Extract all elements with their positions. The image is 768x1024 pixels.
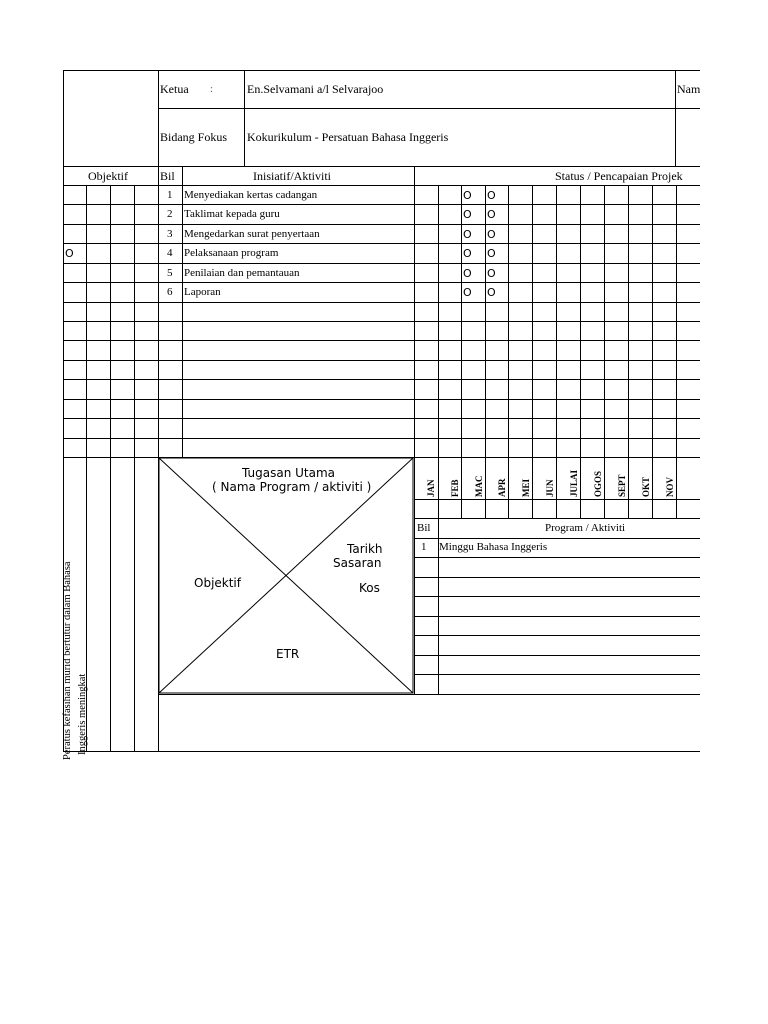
status-mark: O [463, 228, 472, 241]
program-row-line [414, 557, 700, 558]
program-row-line [414, 616, 700, 617]
obj-col-3 [134, 185, 135, 751]
divider-header-label [244, 70, 245, 166]
diagram-right-label-1: Tarikh [347, 542, 383, 556]
program-row-bil: 1 [421, 541, 427, 553]
row-line-3 [63, 243, 700, 244]
month-label: JULAI [569, 469, 579, 497]
obj-col-2 [110, 185, 111, 751]
m-col-7 [580, 185, 581, 518]
status-mark: O [487, 228, 496, 241]
month-label: SEPT [617, 474, 627, 497]
activity-bil: 1 [167, 189, 173, 201]
col-inisiatif: Inisiatif/Aktiviti [253, 169, 331, 183]
activity-text: Laporan [184, 286, 221, 298]
month-label: NOV [665, 477, 675, 497]
status-mark: O [487, 267, 496, 280]
ketua-value: En.Selvamani a/l Selvarajoo [247, 82, 384, 96]
program-col-bil: Bil [417, 522, 431, 534]
objective-mark: O [65, 247, 74, 260]
m-col-9 [628, 185, 629, 518]
diagram-bottom-label: ETR [276, 647, 300, 661]
ketua-colon: : [210, 83, 214, 95]
activity-bil: 5 [167, 267, 173, 279]
activity-bil: 3 [167, 228, 173, 240]
row-line-13 [63, 438, 700, 439]
month-label: JAN [426, 479, 436, 497]
program-col-header: Program / Aktiviti [545, 522, 626, 534]
row-line-2 [63, 224, 700, 225]
diagram-right-label-3: Kos [359, 581, 380, 595]
row-line-4 [63, 263, 700, 264]
month-label: JUN [545, 479, 555, 497]
status-mark: O [463, 208, 472, 221]
col-objektif: Objektif [88, 169, 128, 183]
row-line-1 [63, 204, 700, 205]
status-mark: O [463, 286, 472, 299]
row-line-8 [63, 340, 700, 341]
program-row-line [414, 596, 700, 597]
m-col-10 [652, 185, 653, 518]
row-line-11 [63, 399, 700, 400]
month-label: MEI [521, 479, 531, 497]
activity-bil: 4 [167, 247, 173, 259]
status-mark: O [487, 189, 496, 202]
m-col-11 [676, 185, 677, 518]
m-col-8 [604, 185, 605, 518]
activity-bil: 2 [167, 208, 173, 220]
program-row-line [414, 635, 700, 636]
status-mark: O [487, 247, 496, 260]
diagram-right-label-2: Sasaran [333, 556, 382, 570]
diagram-left-label: Objektif [194, 576, 241, 590]
month-label: MAC [474, 475, 484, 497]
nama-label: Nam [677, 82, 701, 96]
divider-inisiatif-status [414, 166, 415, 457]
row-line-6 [63, 302, 700, 303]
month-label: OGOS [593, 470, 603, 497]
status-mark: O [487, 208, 496, 221]
m-col-5 [532, 185, 533, 518]
m-col-3 [485, 185, 486, 518]
diagram-subtitle: ( Nama Program / aktiviti ) [212, 480, 372, 494]
objective-text-line2: Inggeris meningkat [77, 673, 88, 755]
month-label: FEB [450, 479, 460, 497]
activity-text: Pelaksanaan program [184, 247, 279, 259]
activity-text: Menyediakan kertas cadangan [184, 189, 318, 201]
activity-text: Penilaian dan pemantauan [184, 267, 300, 279]
row-line-7 [63, 321, 700, 322]
bidang-label: Bidang Fokus [160, 130, 228, 144]
month-header-bottom [414, 499, 700, 500]
program-row-line [414, 655, 700, 656]
program-row-line [414, 577, 700, 578]
program-table-bottom [158, 694, 700, 695]
divider-bil-inisiatif [182, 166, 183, 457]
col-bil: Bil [160, 169, 175, 183]
status-mark: O [463, 189, 472, 202]
m-col-1 [438, 185, 439, 518]
row-line-5 [63, 282, 700, 283]
bidang-value: Kokurikulum - Persatuan Bahasa Inggeris [247, 130, 449, 144]
m-col-2 [461, 185, 462, 518]
header-bottom [63, 166, 700, 167]
m-col-6 [556, 185, 557, 518]
program-row-line [414, 674, 700, 675]
status-mark: O [463, 267, 472, 280]
activity-text: Mengedarkan surat penyertaan [184, 228, 320, 240]
divider-header-nama [675, 70, 676, 166]
program-row-text: Minggu Bahasa Inggeris [439, 541, 548, 553]
objective-text-line1: Peratus kefasihan murid bertutur dalam Bahasa [62, 561, 73, 760]
activity-text: Taklimat kepada guru [184, 208, 280, 220]
program-header-top [414, 518, 700, 519]
row-line-9 [63, 360, 700, 361]
program-header-bottom [414, 538, 700, 539]
obj-col-1 [86, 185, 87, 751]
activity-bil: 6 [167, 286, 173, 298]
month-label: APR [497, 478, 507, 497]
row-line-12 [63, 418, 700, 419]
row-line-10 [63, 379, 700, 380]
status-mark: O [463, 247, 472, 260]
col-status: Status / Pencapaian Projek [555, 169, 683, 183]
ketua-label: Ketua [160, 82, 189, 96]
m-col-4 [508, 185, 509, 518]
status-mark: O [487, 286, 496, 299]
header-row-divider [158, 108, 700, 109]
diagram-title: Tugasan Utama [242, 466, 335, 480]
month-label: OKT [641, 476, 651, 497]
border-bottom [63, 751, 700, 752]
lower-status-left [414, 457, 415, 694]
